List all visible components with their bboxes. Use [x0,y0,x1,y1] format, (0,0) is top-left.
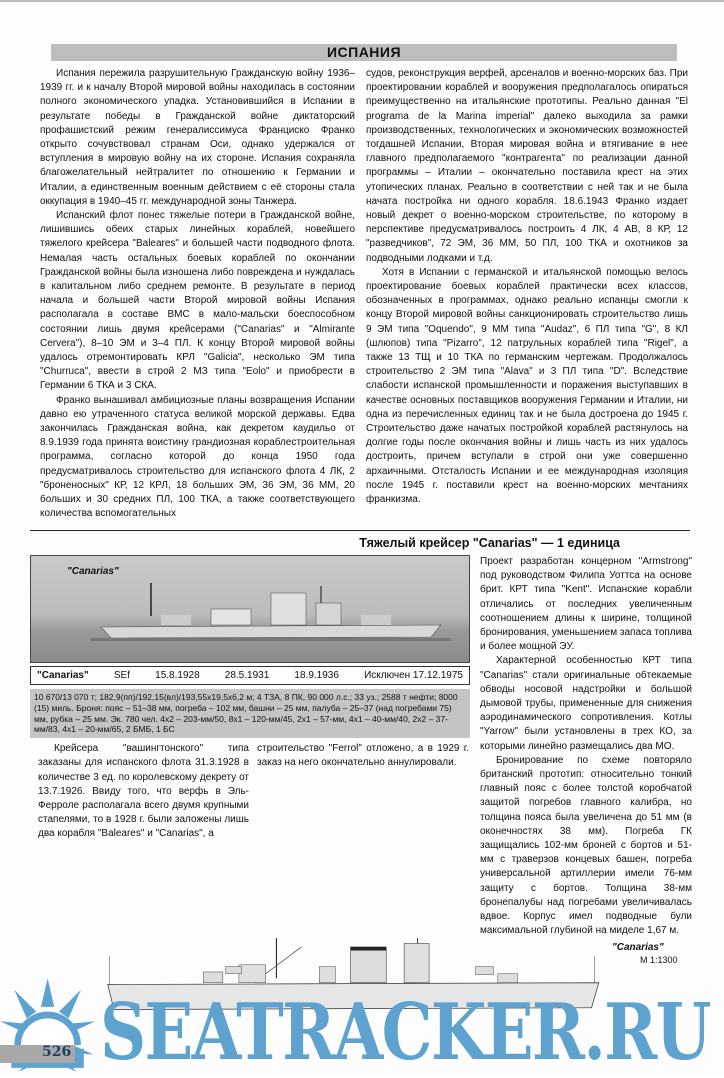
launch-date: 28.5.1931 [224,670,270,681]
paragraph: Характерной особенностью КРТ типа "Canarias" стали оригинальные обтекаемые обводы носовой надстройки и большой дымовой трубы, примененные для снижения аэродинамического сопротивления. Котлы "Yarrow" были установлены в трех КО, за которыми линейно размещались два МО. [480,655,692,752]
paragraph: строительство "Ferrol" отложено, а в 1929 г. заказ на него окончательно аннулировали. [257,743,469,769]
ship-section-left [30,555,470,938]
intro-columns [0,67,724,522]
photo-label: "Canarias" [67,566,119,577]
paragraph: Испанский флот понес тяжелые потери в Гражданской войне, лишившись обеих старых линейных кораблей, новейшего тяжелого крейсера "Baleares" и большей части подводного флота. Немалая часть остальных боевых кораблей по окончании Гражданской войны была изношена либо повреждена и нуждалась в капитальном либо среднем ремонте. В результате в период начала и большей части Второй мировой войны Испания располагала в составе ВМС в мало-мальски боеспособном состоянии лишь двумя крейсерами ("Canarias" и "Almirante Cervera"), 8–10 ЭМ и 3–4 ПЛ. К концу Второй мировой войны удалось отремонтировать КРЛ "Galicia", несколько ЭМ типа "Churruca", ввести в строй 2 МЗ типа "Eolo" и приобрести в Германии 6 ТКА и 3 СКА. [40,210,355,392]
drawing-scale: M 1:1300 [640,955,678,966]
history-text [30,742,470,841]
fate: Исключен 17.12.1975 [364,670,463,681]
intro-right-column [366,67,688,522]
section-title: Тяжелый крейсер "Canarias" — 1 единица [359,536,620,550]
ship-section [0,555,724,938]
history-continued [257,742,469,841]
paragraph: Хотя в Испании с германской и итальянской помощью велось проектирование боевых кораблей практически всех классов, обозначенных в программах, однако реально испанцы смогли к концу Второй мировой войны санкционировать строительство лишь 9 ЭМ типа "Oquendo", 9 ММ типа "Audaz", 6 ПЛ типа "G", 8 КЛ (шлюпов) типа "Pizarro", 12 патрульных кораблей типа "Rigel", а также 13 ТЩ и 10 ТКА по германским чертежам. Продолжалось строительство 2 ЭМ типа "Alava" и 3 ПЛ типа "D". Вследствие слабости испанской промышленности и поражения выступавших в качестве основных поставщиков вооружения Германии и Италии, ни одна из перечисленных единиц так и не была достроена до 1945 г. Строительство даже начатых постройкой кораблей растянулось на долгие годы после окончания войны и лишь часть из них удалось достроить, причем вступали в строй они уже совершенно архаичными. Отсталость Испании и ее международная изоляция после 1945 г. поставили крест на военно-морских мечтаниях франкизма. [366,266,688,506]
paragraph: Крейсера "вашингтонского" типа заказаны для испанского флота 31.3.1928 в количестве 3 ед. по королевскому декрету от 13.7.1926. Ввиду того, что верфь в Эль-Ферроле располагала всего двумя крупными стапелями, то в 1928 г. были заложены лишь два корабля "Baleares" и "Canarias", а [38,743,249,840]
intro-left-column [40,67,355,522]
page-number: 526 [42,1044,72,1061]
scan-edge [0,0,724,2]
paragraph: судов, реконструкция верфей, арсеналов и военно-морских баз. При проектировании кораблей и вооружения предполагалось опираться преимущественно на итальянские прототипы. Реально данная "El programa de la Marina imperial" далеко выходила за рамки производственных, технологических и экономических возможностей тогдашней Испании, Вторая мировая война и втягивание в нее главного предполагаемого "контрагента" по реализации данной программы – Италии – окончательно поставила крест на этих утопических планах. Реально в соответствии с ней так и не была начата постройка ни одного корабля. 18.6.1943 Франко издает новый декрет о военно-морском строительстве, по которому в перспективе предусматривалось построить 4 ЛК, 4 АВ, 8 КР, 12 "разведчиков", 72 ЭМ, 36 ММ, 50 ПЛ, 100 ТКА и охотников за подводными лодками и т.д. [366,68,688,264]
ship-data-row [30,666,470,685]
commission-date: 18.9.1936 [294,670,339,681]
ship-photo [30,555,470,663]
divider [30,530,690,532]
page-title: ИСПАНИЯ [51,44,677,61]
page-number-block [0,1042,100,1066]
watermark: SEATRACKER.RU [100,987,710,1078]
paragraph: Испания пережила разрушительную Гражданскую войну 1936–1939 гг. и к началу Второй мировой войны находилась в состоянии полного экономического упадка. Установившийся в Испании в результате победы в Гражданской войне диктаторский профашистский режим генералиссимуса Франциско Франко открыто сочувствовал странам Оси, однако удержался от вступления в мировую войну на их стороне. Испания сохраняла благожелательный нейтралитет по отношению к Германии и Италии, а единственным военным действием с её стороны стала оккупация в 1940–45 гг. международной зоны Танжера. [40,68,355,207]
design-column [480,555,692,938]
paragraph: Бронирование по схеме повторяло британский прототип: относительно тонкий главный пояс с более толстой коробчатой защитой погребов главного калибра, но толщина пояса была увеличена до 51 мм (в оконечностях 38 мм). Погреба ГК защищались 102-мм броней с бортов и 51-мм с траверзов концевых башен, погреба универсальной артиллерии имели 76-мм защиту с бортов. Толщина 38-мм бронепалубы над погребами увеличивалась вдвое. Корпус имел подводные були максимальной глубиной на миделе 1,67 м. [480,754,692,937]
ship-name: "Canarias" [37,670,89,681]
paragraph: Проект разработан концерном "Armstrong" под руководством Филипа Уоттса на основе брит. КРТ типа "Kent". Испанские корабли отличались от последних увеличенным соотношением длины к ширине, толщиной бронирования, уменьшением запаса топлива и более мощной ЭУ. [480,556,692,653]
drawing-area [0,938,724,1076]
paragraph: Франко вынашивал амбициозные планы возвращения Испании давно ею утраченного статуса великой морской державы. Едва закончилась Гражданская война, как декретом каудильо от 8.9.1939 года принята воистину грандиозная кораблестроительная программа, согласно которой до конца 1950 года предусматривалось строительство для испанского флота 4 ЛК, 2 "броненосных" КР, 12 КРЛ, 18 больших ЭМ, 36 ЭМ, 36 ММ, 20 больших и 30 средних ПЛ, 100 ТКА, а также соответствующего количества вспомогательных [40,394,355,520]
laid-down-date: 15.8.1928 [155,670,200,681]
shipyard: SEf [113,670,130,681]
specifications-box: 10 670/13 070 т; 182,9(пп)/192,15(вл)/193,55х19,5х6,2 м; 4 ТЗА, 8 ПК, 90 000 л.с.; 33 уз.; 2588 т нефти; 8000 (15) миль. Броня: пояс – 51–38 мм, погреба – 102 мм, башни – 25 мм, палуба – 25–37 (над погребами 75) мм, рубка – 25 мм. Эк. 780 чел. 4х2 – 203-мм/50, 8х1 – 120-мм/45, 2х1 – 57-мм, 4х1 – 40-мм/40, 2х2 – 37-мм/83, 4х1 – 20-мм/65, 2 БМБ, 1 БС [30,689,470,738]
drawing-title: "Canarias" [612,942,664,954]
history-column [38,742,249,841]
cruiser-photo-silhouette [91,581,451,641]
